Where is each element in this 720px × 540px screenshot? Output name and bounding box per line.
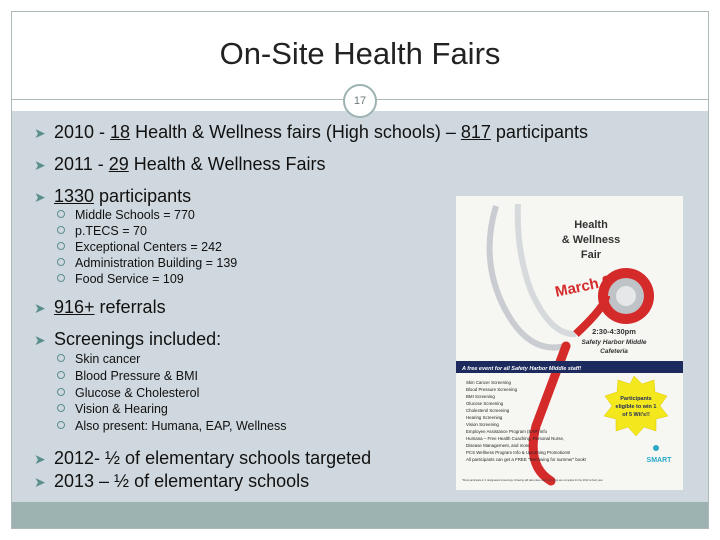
page-title: On-Site Health Fairs xyxy=(219,36,501,71)
circle-bullet-icon xyxy=(57,274,65,282)
bullet-2010-participants: 817 xyxy=(460,122,491,142)
svg-text:BMI Screening: BMI Screening xyxy=(466,394,495,399)
svg-text:SMART: SMART xyxy=(646,457,672,464)
bullet-2010-sep: - xyxy=(94,122,111,142)
arrow-bullet-icon: ➤ xyxy=(34,157,46,173)
participants-count: 1330 xyxy=(54,186,95,206)
poster-event-line: A free event for all Safety Harbor Middle staff! xyxy=(462,366,582,372)
svg-text:Cholesterol Screening: Cholesterol Screening xyxy=(466,408,510,413)
circle-bullet-icon xyxy=(57,242,65,250)
circle-bullet-icon xyxy=(57,404,65,412)
referrals-text: referrals xyxy=(94,297,166,317)
poster-date: March 9 xyxy=(553,272,613,301)
poster-title-3: Fair xyxy=(580,249,602,261)
bullet-2011 xyxy=(34,154,325,175)
poster-title-2: & Wellness xyxy=(561,234,621,246)
svg-text:Disease Management, and more: Disease Management, and more xyxy=(466,443,530,448)
referrals-count: 916+ xyxy=(54,297,95,317)
sub-item: p.TECS = 70 xyxy=(57,224,147,238)
footer-bar xyxy=(12,502,708,528)
svg-text:Skin Cancer Screening: Skin Cancer Screening xyxy=(466,380,511,385)
screenings-label: Screenings included: xyxy=(54,329,222,349)
sub-item: Middle Schools = 770 xyxy=(57,208,195,222)
bullet-referrals xyxy=(34,297,166,318)
poster-time: 2:30-4:30pm xyxy=(592,327,636,336)
sub-item: Vision & Hearing xyxy=(57,402,168,416)
svg-text:of 5 Wii’s!!: of 5 Wii’s!! xyxy=(622,412,650,418)
sub-item: Food Service = 109 xyxy=(57,272,184,286)
smart-logo-icon xyxy=(653,445,659,451)
svg-text:Hearing Screening: Hearing Screening xyxy=(466,415,503,420)
poster-location-2: Cafeteria xyxy=(600,348,628,355)
poster-title-1: Health xyxy=(574,219,608,231)
circle-bullet-icon xyxy=(57,354,65,362)
sub-item: Also present: Humana, EAP, Wellness xyxy=(57,419,286,433)
svg-text:Employee Assistance Program (E: Employee Assistance Program (EAP) info xyxy=(466,429,548,434)
bullet-2010-tail: participants xyxy=(490,122,588,142)
sub-item: Blood Pressure & BMI xyxy=(57,369,198,383)
bullet-2010-text: Health & Wellness fairs (High schools) – xyxy=(130,122,461,142)
circle-bullet-icon xyxy=(57,371,65,379)
sub-item: Glucose & Cholesterol xyxy=(57,386,199,400)
participants-text: participants xyxy=(94,186,192,206)
bullet-2013: ➤ 2013 – ½ of elementary schools xyxy=(34,471,310,491)
arrow-bullet-icon: ➤ xyxy=(34,474,46,490)
sub-item: Administration Building = 139 xyxy=(57,256,237,270)
bullet-2011-count: 29 xyxy=(108,154,129,174)
svg-text:Vision Screening: Vision Screening xyxy=(466,422,499,427)
health-fair-poster xyxy=(456,196,683,490)
sub-item: Exceptional Centers = 242 xyxy=(57,240,222,254)
svg-text:Participants: Participants xyxy=(620,396,652,402)
arrow-bullet-icon: ➤ xyxy=(34,300,46,316)
svg-text:Glucose Screening: Glucose Screening xyxy=(466,401,504,406)
svg-text:Blood Pressure Screening: Blood Pressure Screening xyxy=(466,387,518,392)
svg-text:Humana – Free Health Coaching,: Humana – Free Health Coaching, Personal Nurse, xyxy=(466,436,565,441)
sub-item: Skin cancer xyxy=(57,352,140,366)
circle-bullet-icon xyxy=(57,258,65,266)
bullet-screenings xyxy=(34,329,221,350)
svg-text:All participants can get a FRE: All participants can get a FREE “feel-swing for summer” book! xyxy=(466,457,587,462)
circle-bullet-icon xyxy=(57,421,65,429)
svg-text:*Must participate in 3 designa: *Must participate in 3 designated screenings. Drawing will take place after all events are complete for the 2012 school year. xyxy=(462,479,604,482)
bullet-2010-count: 18 xyxy=(110,122,131,142)
page-number: 17 xyxy=(343,84,377,118)
bullet-2011-sep: - xyxy=(92,154,109,174)
bullet-2011-text: Health & Wellness Fairs xyxy=(128,154,326,174)
arrow-bullet-icon: ➤ xyxy=(34,125,46,141)
bullet-participants xyxy=(34,186,191,207)
circle-bullet-icon xyxy=(57,388,65,396)
bullet-2010-year: 2010 xyxy=(54,122,95,142)
arrow-bullet-icon: ➤ xyxy=(34,189,46,205)
poster-artwork xyxy=(456,196,683,490)
bullet-2010 xyxy=(34,122,588,143)
svg-text:eligible to win 1: eligible to win 1 xyxy=(615,404,657,410)
bullet-2012: ➤ 2012- ½ of elementary schools targeted xyxy=(34,448,372,468)
arrow-bullet-icon: ➤ xyxy=(34,332,46,348)
svg-text:PCS Wellness Program Info & Up: PCS Wellness Program Info & Upcoming Promotions! xyxy=(466,450,571,455)
arrow-bullet-icon: ➤ xyxy=(34,451,46,467)
poster-location-1: Safety Harbor Middle xyxy=(581,339,647,346)
circle-bullet-icon xyxy=(57,210,65,218)
bullet-2011-year: 2011 xyxy=(54,154,93,174)
circle-bullet-icon xyxy=(57,226,65,234)
